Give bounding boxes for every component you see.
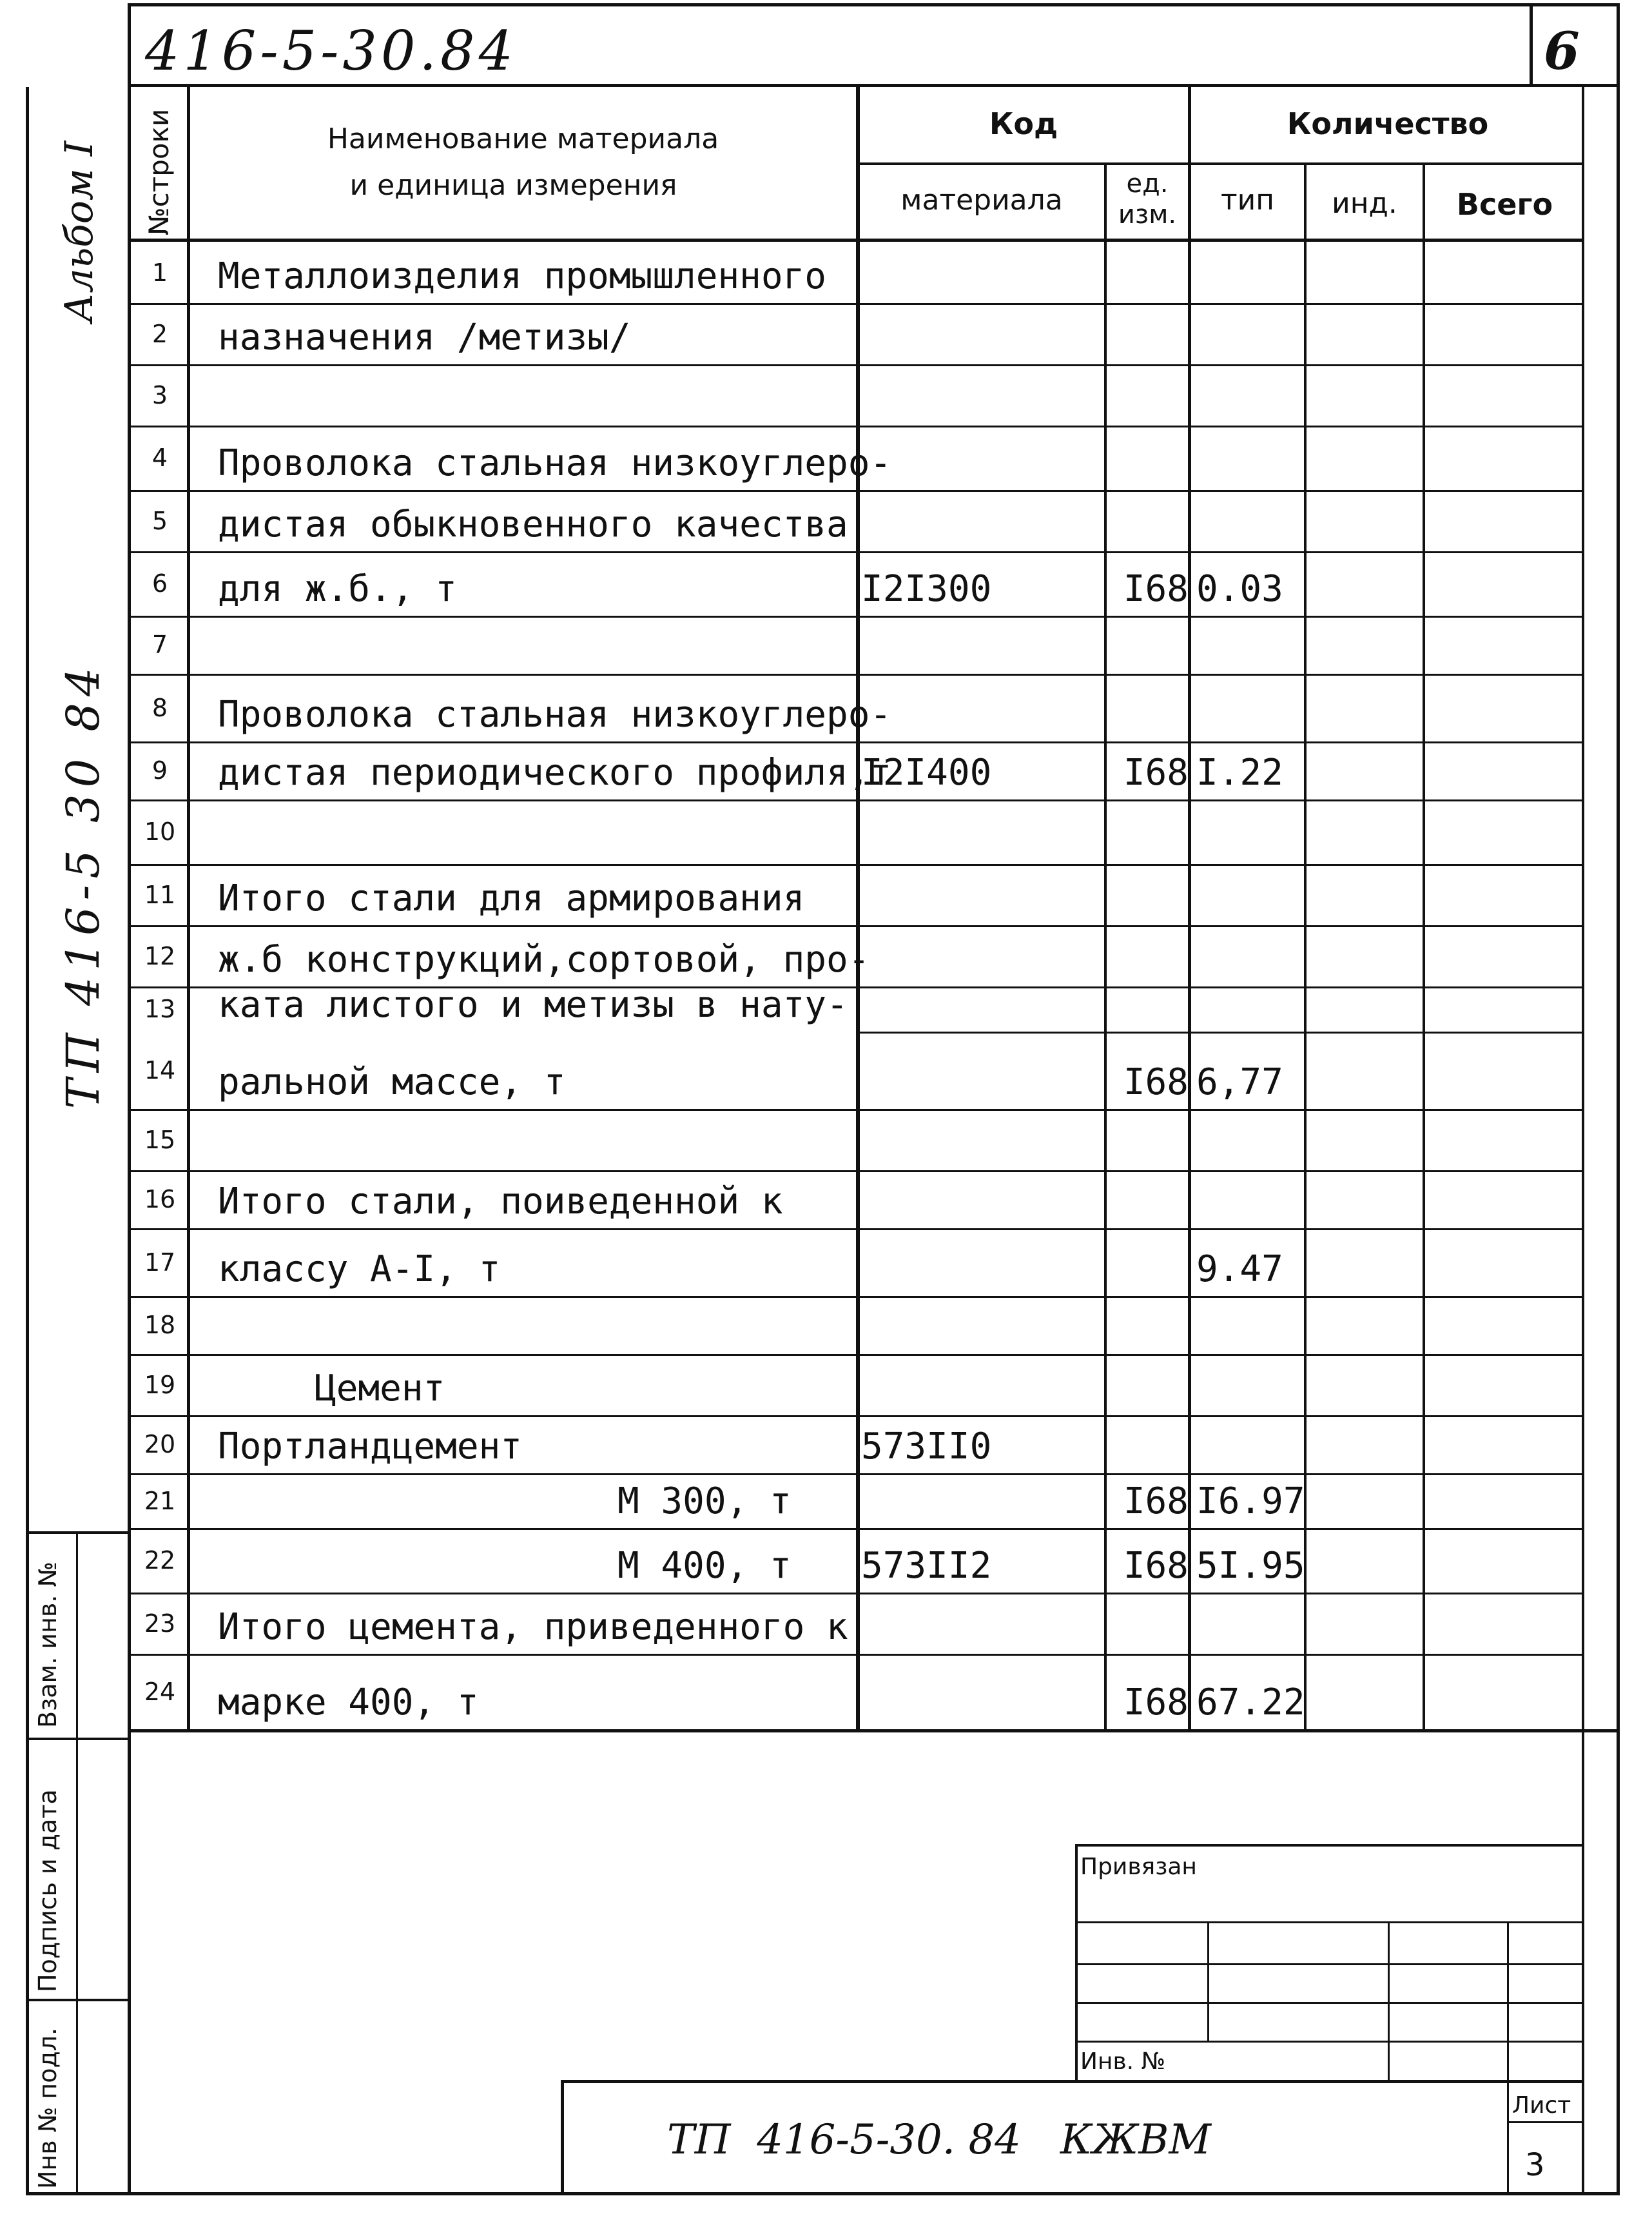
material-name: дистая обыкновенного качества xyxy=(218,504,848,545)
row-rule xyxy=(128,551,1584,553)
qty-type: 6,77 xyxy=(1196,1061,1283,1103)
frame-left-margin xyxy=(26,87,29,2192)
unit-code: I68 xyxy=(1123,1545,1189,1587)
material-name: Портландцемент xyxy=(218,1426,523,1467)
row-rule xyxy=(128,303,1584,305)
row-rule xyxy=(128,1473,1584,1475)
qty-ind-header: инд. xyxy=(1332,187,1397,220)
tb-bound-top xyxy=(1075,1844,1584,1847)
material-code: 573II0 xyxy=(861,1426,992,1467)
name-header-line2: и единица измерения xyxy=(349,169,677,202)
unit-code: I68 xyxy=(1123,568,1189,610)
row-number: 20 xyxy=(144,1430,176,1458)
row-number: 2 xyxy=(151,319,168,348)
material-name: Итого стали, поиведенной к xyxy=(218,1181,783,1222)
material-code: I2I300 xyxy=(861,568,992,610)
header-bottom-rule xyxy=(128,84,1620,87)
col-line-total xyxy=(1423,164,1425,1731)
qty-type: 67.22 xyxy=(1196,1682,1305,1723)
row-rule xyxy=(128,925,1584,927)
stamp-col-divider xyxy=(76,1531,78,2192)
material-name: ката листого и метизы в нату- xyxy=(218,984,848,1026)
header-bottom-table xyxy=(128,239,1584,242)
row-number: 7 xyxy=(151,631,168,659)
row-number: 17 xyxy=(144,1248,176,1277)
unit-code: I68 xyxy=(1123,1061,1189,1103)
qty-type-header: тип xyxy=(1221,184,1274,217)
row-number: 12 xyxy=(144,941,176,970)
row-rule xyxy=(128,1654,1584,1656)
material-name: марке 400, т xyxy=(218,1682,479,1723)
material-name: классу А-I, т xyxy=(218,1248,501,1290)
material-name: Цемент xyxy=(315,1368,445,1409)
stamp-rule-3 xyxy=(26,1999,130,2001)
row-number: 13 xyxy=(144,995,176,1023)
row-number: 23 xyxy=(144,1609,176,1638)
row-number: 3 xyxy=(151,380,168,409)
material-name: дистая периодического профиля,т xyxy=(218,752,892,794)
row-number: 6 xyxy=(151,569,168,598)
row-rule xyxy=(128,1296,1584,1298)
material-name: Металлоизделия промышленного xyxy=(218,255,827,297)
row-rule xyxy=(128,799,1584,801)
row-rule xyxy=(128,1593,1584,1594)
material-name: Проволока стальная низкоуглеро- xyxy=(218,694,892,736)
row-rule xyxy=(128,364,1584,366)
qty-group-header: Количество xyxy=(1287,106,1489,141)
tb-col-2 xyxy=(1388,1921,1390,2083)
qty-type: I.22 xyxy=(1196,752,1283,794)
qty-type: 0.03 xyxy=(1196,568,1283,610)
row-rule xyxy=(128,741,1584,743)
frame-bottom xyxy=(26,2192,1620,2195)
row-rule xyxy=(128,490,1584,492)
row-number: 16 xyxy=(144,1185,176,1213)
material-name: ж.б конструкций,сортовой, про- xyxy=(218,939,870,981)
row-number: 4 xyxy=(151,444,168,472)
tb-col-3 xyxy=(1507,1921,1509,2192)
qty-type: I6.97 xyxy=(1196,1480,1305,1522)
unit-code: I68 xyxy=(1123,752,1189,794)
code-material-header: материала xyxy=(900,184,1063,217)
material-name: М 400, т xyxy=(617,1545,792,1587)
row-rule xyxy=(128,1415,1584,1417)
code-unit-header-1: ед. xyxy=(1126,169,1169,199)
row-rule xyxy=(128,1228,1584,1230)
row-number: 1 xyxy=(151,258,168,287)
stamp-rule-1 xyxy=(26,1531,130,1534)
frame-right xyxy=(1617,3,1620,2192)
frame-inner-right xyxy=(1582,87,1584,2192)
row-number: 18 xyxy=(144,1311,176,1339)
row-number: 15 xyxy=(144,1125,176,1154)
bound-label: Привязан xyxy=(1080,1854,1197,1880)
doc-code: 416-5-30.84 xyxy=(145,19,518,83)
material-name: Проволока стальная низкоуглеро- xyxy=(218,442,892,484)
row-rule xyxy=(128,616,1584,618)
row-number: 24 xyxy=(144,1677,176,1706)
sheet-number: 3 xyxy=(1525,2147,1545,2183)
album-label: Альбом I xyxy=(57,141,102,322)
code-group-header: Код xyxy=(989,106,1058,141)
qty-total-header: Всего xyxy=(1456,187,1553,222)
row-rule xyxy=(128,674,1584,676)
drawing-designation: ТП 416-5-30. 84 КЖВМ xyxy=(667,2116,1211,2164)
tb-col-1 xyxy=(1207,1921,1209,2041)
stamp-rule-2 xyxy=(26,1738,130,1740)
material-code: 573II2 xyxy=(861,1545,992,1587)
name-header-line1: Наименование материала xyxy=(327,123,719,155)
project-label: ТП 416-5 30 84 xyxy=(57,661,110,1109)
unit-code: I68 xyxy=(1123,1480,1189,1522)
material-name: М 300, т xyxy=(617,1480,792,1522)
row-rule xyxy=(856,1032,1584,1034)
sheet-label: Лист xyxy=(1512,2092,1571,2119)
stamp-inv: Инв № подл. xyxy=(34,2027,62,2189)
row-number: 10 xyxy=(144,818,176,846)
tb-sheet-rule xyxy=(1507,2121,1584,2123)
code-unit-header-2: изм. xyxy=(1118,200,1177,230)
frame-top xyxy=(128,3,1620,6)
row-number: 9 xyxy=(151,756,168,785)
qty-type: 5I.95 xyxy=(1196,1545,1305,1587)
material-name: назначения /метизы/ xyxy=(218,317,631,358)
header-mid-rule xyxy=(856,162,1584,165)
unit-code: I68 xyxy=(1123,1682,1189,1723)
tb-main-left xyxy=(561,2080,564,2192)
tb-main-top xyxy=(561,2080,1584,2083)
material-name: Итого стали для армирования xyxy=(218,878,805,919)
row-number-header: №строки xyxy=(143,108,175,235)
row-number: 21 xyxy=(144,1486,176,1515)
row-rule xyxy=(128,426,1584,427)
sheet-mark: 6 xyxy=(1544,21,1580,81)
row-number: 19 xyxy=(144,1370,176,1399)
col-line-code xyxy=(856,87,860,1731)
material-name: Итого цемента, приведенного к xyxy=(218,1606,848,1648)
row-number: 22 xyxy=(144,1546,176,1574)
row-rule xyxy=(128,1170,1584,1172)
material-code: I2I400 xyxy=(861,752,992,794)
material-name: ральной массе, т xyxy=(218,1061,566,1103)
stamp-vzam: Взам. инв. № xyxy=(34,1561,62,1728)
row-rule xyxy=(128,1528,1584,1530)
sheet-mark-divider xyxy=(1530,3,1533,87)
material-name: для ж.б., т xyxy=(218,568,457,610)
row-number: 11 xyxy=(144,880,176,909)
inv-no-label: Инв. № xyxy=(1080,2048,1166,2075)
stamp-sign: Подпись и дата xyxy=(34,1789,62,1992)
row-number: 5 xyxy=(151,506,168,535)
row-rule xyxy=(128,864,1584,866)
row-rule xyxy=(128,1109,1584,1111)
row-rule xyxy=(128,1354,1584,1356)
row-number: 14 xyxy=(144,1056,176,1084)
row-number: 8 xyxy=(151,693,168,722)
qty-type: 9.47 xyxy=(1196,1248,1283,1290)
table-bottom xyxy=(128,1729,1620,1732)
